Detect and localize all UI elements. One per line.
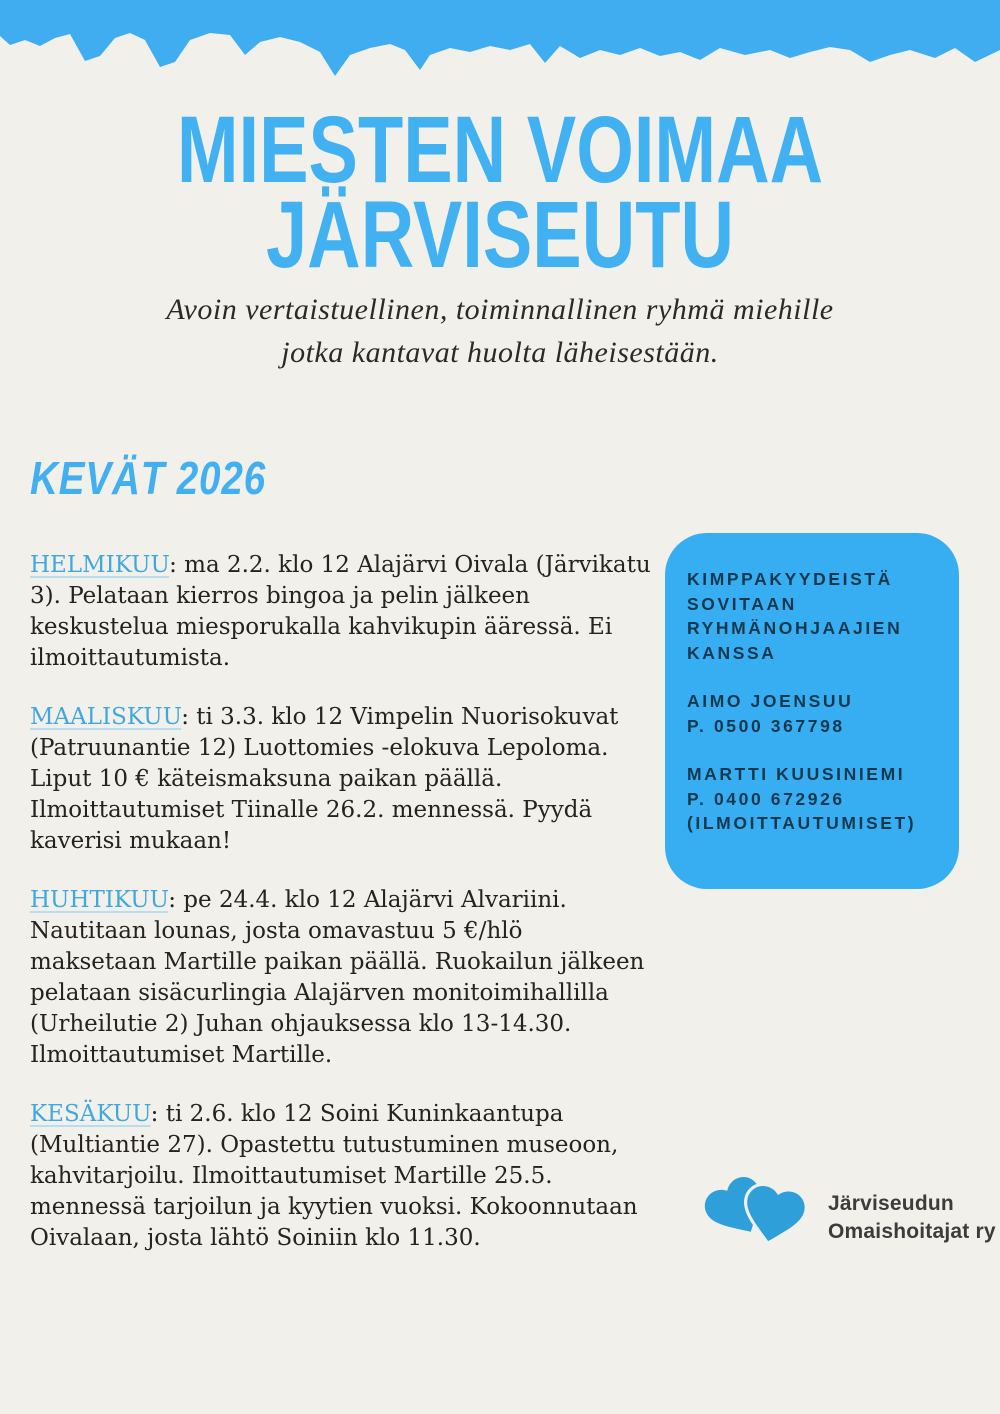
org-logo bbox=[698, 1160, 996, 1262]
contact-phone: P. 0500 367798 bbox=[687, 715, 845, 736]
contact-name: MARTTI KUUSINIEMI bbox=[687, 764, 906, 784]
event-paragraph-april bbox=[30, 885, 652, 1071]
contact-phone: P. 0400 672926 bbox=[687, 788, 845, 809]
event-text-june: : ti 2.6. klo 12 Soini Kuninkaantupa (Multiantie 27). Opastettu tutustuminen museoon, kahvitarjoilu. Ilmoittautumiset Martille 25.5. mennessä tarjoilun ja kyytien vuoksi. Kokoonnutaan Oivalaan, josta lähtö Soiniin klo 11.30. bbox=[30, 1101, 638, 1251]
event-text-march: : ti 3.3. klo 12 Vimpelin Nuorisokuvat (Patruunantie 12) Luottomies -elokuva Lepoloma. Liput 10 € käteismaksuna paikan päällä. Ilmoittautumiset Tiinalle 26.2. mennessä. Pyydä kaverisi mukaan! bbox=[30, 704, 619, 854]
month-label-march: MAALISKUU bbox=[30, 704, 182, 730]
event-paragraph-february bbox=[30, 550, 652, 674]
contact-aimo bbox=[687, 689, 939, 738]
event-text-april: : pe 24.4. klo 12 Alajärvi Alvariini. Nautitaan lounas, josta omavastuu 5 €/hlö maksetaan Martille paikan päällä. Ruokailun jälkeen pelataan sisäcurlingia Alajärven monitoimihallilla (Urheilutie 2) Juhan ohjauksessa klo 13-14.30. Ilmoittautumiset Martille. bbox=[30, 887, 645, 1068]
subtitle-line2: jotka kantavat huolta läheisestään. bbox=[281, 336, 719, 369]
season-heading: KEVÄT 2026 bbox=[30, 452, 267, 504]
contact-box bbox=[665, 533, 959, 889]
contact-martti bbox=[687, 762, 939, 836]
org-name-line1: Järviseudun bbox=[828, 1192, 954, 1215]
carpool-note: KIMPPAKYYDEISTÄ SOVITAAN RYHMÄNOHJAAJIEN KANSSA bbox=[687, 569, 903, 663]
event-text-february: : ma 2.2. klo 12 Alajärvi Oivala (Järvikatu 3). Pelataan kierros bingoa ja pelin jälkeen keskustelua miesporukalla kahvikupin ääressä. Ei ilmoittautumista. bbox=[30, 552, 651, 671]
subtitle bbox=[0, 288, 1000, 374]
org-name bbox=[828, 1190, 996, 1246]
month-label-february: HELMIKUU bbox=[30, 552, 170, 578]
hearts-logo-icon bbox=[698, 1160, 816, 1262]
month-label-june: KESÄKUU bbox=[30, 1101, 151, 1127]
contact-name: AIMO JOENSUU bbox=[687, 691, 854, 711]
page-title-line1: MIESTEN VOIMAA bbox=[176, 97, 824, 203]
subtitle-line1: Avoin vertaistuellinen, toiminnallinen ryhmä miehille bbox=[166, 293, 834, 326]
brush-stroke-header-icon bbox=[0, 0, 1000, 90]
page-title bbox=[0, 97, 1000, 288]
events-list bbox=[30, 550, 652, 1282]
contact-note: (ILMOITTAUTUMISET) bbox=[687, 813, 917, 833]
org-name-line2: Omaishoitajat ry bbox=[828, 1220, 996, 1243]
page-title-line2: JÄRVISEUTU bbox=[265, 182, 735, 288]
month-label-april: HUHTIKUU bbox=[30, 887, 169, 913]
event-paragraph-march bbox=[30, 702, 652, 857]
event-paragraph-june bbox=[30, 1099, 652, 1254]
